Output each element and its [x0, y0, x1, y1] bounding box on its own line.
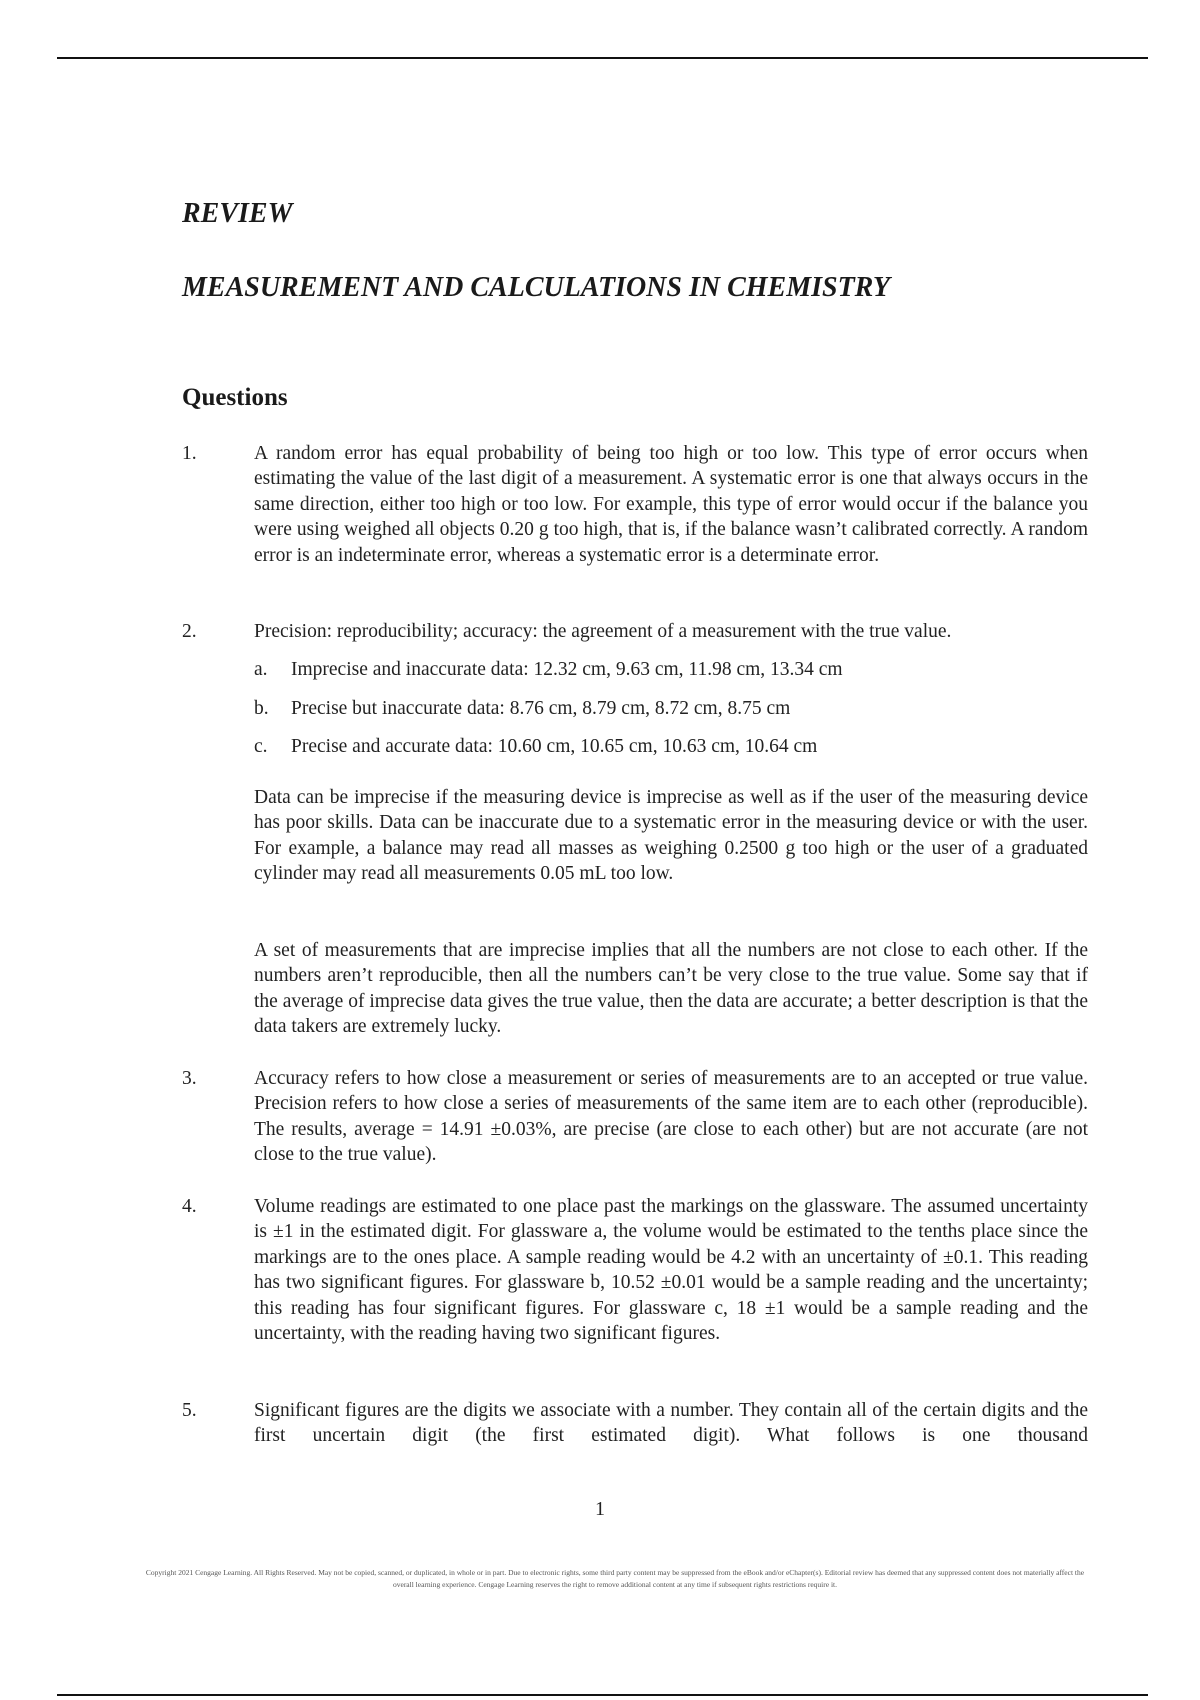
- subitem-c: [254, 734, 817, 759]
- question-number: 4.: [182, 1196, 197, 1217]
- paragraph: Data can be imprecise if the measuring device is imprecise as well as if the user of the measuring device has poor skills. Data can be inaccurate due to a systematic error in the measuring device or with the user. For example, a balance may read all masses as weighing 0.2500 g too high or the user of a graduated cylinder may read all measurements 0.05 mL too low.: [254, 787, 1088, 885]
- question-text: Accuracy refers to how close a measurement or series of measurements are to an accepted or true value. Precision refers to how close a series of measurements of the same item are to each other (reproducible). The results, average = 14.91 ±0.03%, are precise (are close to each other) but are not accurate (are not close to the true value).: [254, 1068, 1088, 1166]
- page-title: REVIEW: [182, 198, 293, 229]
- subitem-b: [254, 696, 790, 721]
- question-number: 1.: [182, 443, 197, 464]
- question-number: 2.: [182, 621, 197, 642]
- subitem-a: [254, 657, 843, 682]
- question-text: Precision: reproducibility; accuracy: the agreement of a measurement with the true value.: [254, 621, 952, 642]
- question-text: Significant figures are the digits we associate with a number. They contain all of the certain digits and the first uncertain digit (the first estimated digit). What follows is one thousand: [254, 1400, 1088, 1447]
- subitem-text: Precise but inaccurate data: 8.76 cm, 8.79 cm, 8.72 cm, 8.75 cm: [291, 698, 791, 719]
- copyright-footer: Copyright 2021 Cengage Learning. All Rights Reserved. May not be copied, scanned, or duplicated, in whole or in part. Due to electronic rights, some third party content may be suppressed from the eBook and/or eChapter(s). Editorial review has deemed that any suppressed content does not materially affect the overall learning experience. Cengage Learning reserves the right to remove additional content at any time if subsequent rights restrictions require it.: [145, 1568, 1085, 1589]
- top-rule: [57, 57, 1148, 59]
- chapter-title: MEASUREMENT AND CALCULATIONS IN CHEMISTRY: [182, 272, 890, 303]
- subitem-letter: b.: [254, 698, 269, 719]
- question-text: Volume readings are estimated to one place past the markings on the glassware. The assumed uncertainty is ±1 in the estimated digit. For glassware a, the volume would be estimated to the tenths place since the markings are to the ones place. A sample reading would be 4.2 with an uncertainty of ±0.1. This reading has two significant figures. For glassware b, 10.52 ±0.01 would be a sample reading and the uncertainty; this reading has four significant figures. For glassware c, 18 ±1 would be a sample reading and the uncertainty, with the reading having two significant figures.: [254, 1196, 1088, 1345]
- subitem-text: Precise and accurate data: 10.60 cm, 10.65 cm, 10.63 cm, 10.64 cm: [291, 736, 818, 757]
- question-number: 5.: [182, 1400, 197, 1421]
- page-number: 1: [595, 1498, 605, 1520]
- bottom-rule: [57, 1694, 1148, 1696]
- question-text: A random error has equal probability of being too high or too low. This type of error occurs when estimating the value of the last digit of a measurement. A systematic error is one that always occurs in the same direction, either too high or too low. For example, this type of error would occur if the balance you were using weighed all objects 0.20 g too high, that is, if the balance wasn’t calibrated correctly. A random error is an indeterminate error, whereas a systematic error is a determinate error.: [254, 443, 1088, 566]
- subitem-text: Imprecise and inaccurate data: 12.32 cm, 9.63 cm, 11.98 cm, 13.34 cm: [291, 659, 843, 680]
- section-heading: Questions: [182, 384, 288, 411]
- paragraph: A set of measurements that are imprecise implies that all the numbers are not close to each other. If the numbers aren’t reproducible, then all the numbers can’t be very close to the true value. Some say that if the average of imprecise data gives the true value, then the data are accurate; a better description is that the data takers are extremely lucky.: [254, 940, 1088, 1038]
- subitem-letter: c.: [254, 736, 268, 757]
- subitem-letter: a.: [254, 659, 268, 680]
- question-number: 3.: [182, 1068, 197, 1089]
